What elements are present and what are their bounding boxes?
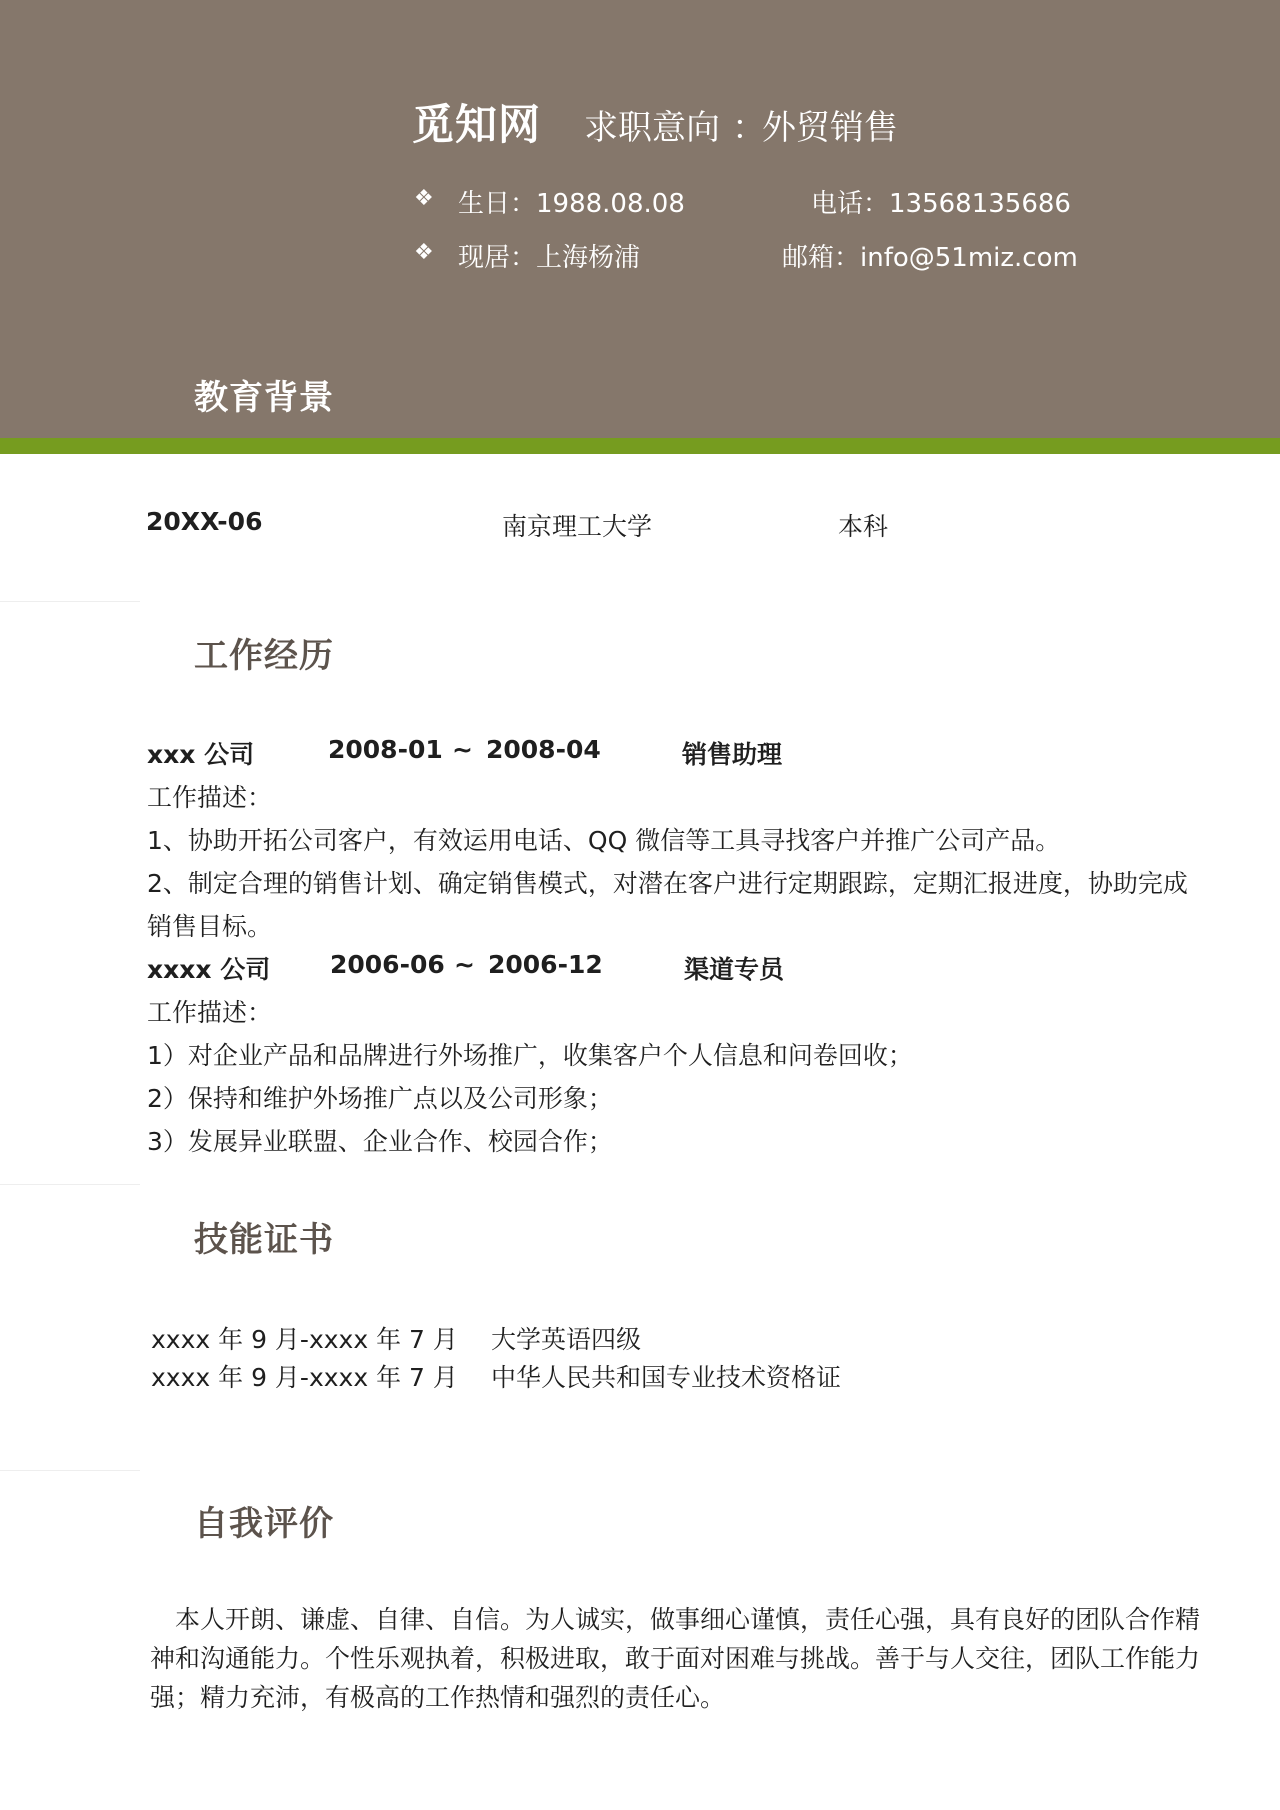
job-desc-line: 2）保持和维护外场推广点以及公司形象； — [147, 1084, 613, 1113]
diamond-bullet-icon: ❖ — [414, 240, 434, 265]
skill-name: 大学英语四级 — [491, 1325, 642, 1354]
intent-label: 求职意向 — [584, 108, 720, 148]
self-eval-text: 本人开朗、谦虚、自律、自信。为人诚实，做事细心谨慎，责任心强，具有良好的团队合作精神和沟通能力。个性乐观执着，积极进取，敢于面对困难与挑战。善于与人交往，团队工作能力强；精力充沛，有极高的工作热情和强烈的责任心。 — [150, 1605, 1201, 1712]
job-end-date: 2006-12 — [488, 950, 603, 979]
section-divider — [0, 1470, 140, 1471]
education-school: 南京理工大学 — [502, 512, 653, 541]
diamond-bullet-icon: ❖ — [414, 186, 434, 211]
job-desc-label: 工作描述： — [147, 783, 273, 812]
email-info: 邮箱：info@51miz.com — [782, 243, 1078, 273]
job-desc-line: 1）对企业产品和品牌进行外场推广，收集客户个人信息和问卷回收； — [147, 1041, 913, 1070]
education-title: 教育背景 — [194, 378, 334, 418]
work-title: 工作经历 — [194, 636, 334, 676]
job-company: xxxx 公司 — [147, 955, 271, 984]
skill-name: 中华人民共和国专业技术资格证 — [491, 1363, 842, 1392]
header-accent-bar — [0, 438, 1280, 454]
job-start-date: 2006-06 — [330, 950, 445, 979]
section-divider — [0, 1184, 140, 1185]
job-company: xxx 公司 — [147, 740, 255, 769]
job-desc-line: 2、制定合理的销售计划、确定销售模式，对潜在客户进行定期跟踪，定期汇报进度，协助完成 — [147, 869, 1188, 898]
intent-separator: ： — [732, 108, 766, 148]
section-divider — [0, 601, 140, 602]
job-position: 渠道专员 — [684, 955, 785, 984]
education-date: 20XX-06 — [146, 507, 263, 536]
job-start-date: 2008-01 — [328, 735, 443, 764]
job-desc-label: 工作描述： — [147, 998, 273, 1027]
skills-title: 技能证书 — [194, 1220, 334, 1260]
job-end-date: 2008-04 — [486, 735, 601, 764]
skill-period: xxxx 年 9 月-xxxx 年 7 月 — [151, 1325, 458, 1354]
job-desc-line: 1、协助开拓公司客户，有效运用电话、QQ 微信等工具寻找客户并推广公司产品。 — [147, 826, 1061, 855]
job-desc-line: 销售目标。 — [147, 912, 273, 941]
birthday-info: 生日：1988.08.08 — [458, 189, 685, 219]
phone-info: 电话：13568135686 — [811, 189, 1071, 219]
education-degree: 本科 — [838, 512, 889, 541]
self-eval-title: 自我评价 — [194, 1504, 334, 1544]
date-tilde: ~ — [454, 950, 475, 979]
intent-value: 外贸销售 — [762, 108, 898, 148]
skill-period: xxxx 年 9 月-xxxx 年 7 月 — [151, 1363, 458, 1392]
date-tilde: ~ — [452, 735, 473, 764]
job-position: 销售助理 — [682, 740, 783, 769]
job-desc-line: 3）发展异业联盟、企业合作、校园合作； — [147, 1127, 613, 1156]
residence-info: 现居：上海杨浦 — [458, 243, 641, 273]
applicant-name: 觅知网 — [412, 100, 542, 149]
